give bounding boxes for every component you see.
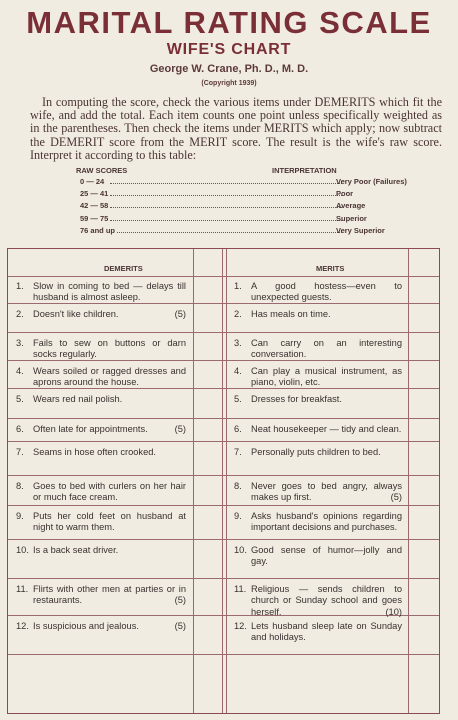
interpretation-header: INTERPRETATION bbox=[272, 166, 337, 175]
row-divider bbox=[8, 539, 439, 540]
score-range: 42 — 58 bbox=[80, 201, 109, 211]
demerit-item bbox=[16, 584, 186, 607]
demerit-item bbox=[16, 424, 186, 435]
item-number: 5. bbox=[16, 394, 24, 404]
instructions-paragraph: In computing the score, check the various items under DEMERITS which fit the wife, and add the total. Each item counts one point unless specifically weighted as in the parentheses. Then check the items under MERITS which apply; now subtract the DEMERIT score from the MERIT score. The result is the wife's raw score. Interpret it according to this table: bbox=[30, 95, 442, 162]
item-weight: (10) bbox=[385, 606, 402, 617]
item-number: 9. bbox=[234, 511, 242, 521]
score-row bbox=[80, 177, 407, 189]
row-divider bbox=[8, 475, 439, 476]
item-text: Asks husband's opinions regarding important decisions and purchases. bbox=[251, 511, 402, 533]
item-number: 3. bbox=[16, 338, 24, 348]
dotted-leader bbox=[110, 195, 342, 196]
check-column-divider bbox=[408, 249, 409, 713]
merit-item bbox=[234, 584, 402, 618]
demerit-item bbox=[16, 447, 186, 458]
item-number: 5. bbox=[234, 394, 242, 404]
demerit-item bbox=[16, 281, 186, 304]
demerits-merits-table bbox=[7, 248, 440, 714]
demerit-item bbox=[16, 511, 186, 534]
merit-item bbox=[234, 394, 402, 405]
item-number: 7. bbox=[234, 447, 242, 457]
item-number: 2. bbox=[234, 309, 242, 319]
dotted-leader bbox=[110, 207, 342, 208]
center-divider bbox=[226, 249, 227, 713]
item-text: Dresses for breakfast. bbox=[251, 394, 342, 404]
item-number: 10. bbox=[234, 545, 247, 555]
item-number: 11. bbox=[16, 584, 29, 594]
item-text: Slow in coming to bed — delays till husband is almost asleep. bbox=[33, 281, 186, 303]
score-interpretation: Superior bbox=[336, 213, 367, 223]
score-range: 59 — 75 bbox=[80, 213, 109, 223]
item-text: Can carry on an interesting conversation. bbox=[251, 338, 402, 360]
score-row bbox=[80, 213, 367, 226]
demerit-item bbox=[16, 621, 186, 632]
item-text: Personally puts children to bed. bbox=[251, 447, 381, 457]
item-number: 1. bbox=[234, 281, 242, 291]
raw-scores-header: RAW SCORES bbox=[76, 166, 128, 175]
merit-item bbox=[234, 545, 402, 568]
item-number: 8. bbox=[234, 481, 242, 491]
check-column-divider bbox=[193, 249, 194, 713]
merit-item bbox=[234, 281, 402, 304]
dotted-leader bbox=[110, 183, 342, 184]
demerit-item bbox=[16, 394, 186, 405]
item-text: Goes to bed with curlers on her hair or much face cream. bbox=[33, 481, 186, 503]
item-number: 1. bbox=[16, 281, 24, 291]
item-text: Never goes to bed angry, always makes up first. bbox=[251, 481, 402, 503]
score-row bbox=[80, 225, 385, 238]
item-weight: (5) bbox=[174, 309, 186, 319]
item-text: Wears red nail polish. bbox=[33, 394, 123, 404]
merit-item bbox=[234, 621, 402, 644]
item-number: 11. bbox=[234, 584, 247, 594]
item-text: Lets husband sleep late on Sunday and holidays. bbox=[251, 621, 402, 643]
merit-item bbox=[234, 424, 402, 435]
item-text: Is suspicious and jealous. bbox=[33, 621, 139, 631]
item-number: 9. bbox=[16, 511, 24, 521]
row-divider bbox=[8, 276, 439, 277]
item-text: Seams in hose often crooked. bbox=[33, 447, 156, 457]
item-text: Has meals on time. bbox=[251, 309, 331, 319]
merit-item bbox=[234, 338, 402, 361]
score-row bbox=[80, 201, 366, 213]
item-weight: (5) bbox=[174, 424, 186, 434]
item-number: 12. bbox=[16, 621, 29, 631]
merit-item bbox=[234, 366, 402, 389]
merit-item bbox=[234, 511, 402, 534]
item-weight: (5) bbox=[174, 621, 186, 631]
demerit-item bbox=[16, 338, 186, 361]
item-number: 12. bbox=[234, 621, 247, 631]
item-text: Doesn't like children. bbox=[33, 309, 119, 319]
merit-item bbox=[234, 447, 402, 458]
row-divider bbox=[8, 505, 439, 506]
merit-item bbox=[234, 481, 402, 504]
demerit-item bbox=[16, 545, 186, 556]
demerit-item bbox=[16, 309, 186, 320]
item-text: Neat housekeeper — tidy and clean. bbox=[251, 424, 402, 434]
item-text: Is a back seat driver. bbox=[33, 545, 119, 555]
item-number: 6. bbox=[234, 424, 242, 434]
item-number: 7. bbox=[16, 447, 24, 457]
copyright-line: (Copyright 1939) bbox=[201, 80, 257, 87]
item-text: Can play a musical instrument, as piano, violin, etc. bbox=[251, 366, 402, 388]
item-number: 6. bbox=[16, 424, 24, 434]
score-interpretation: Very Superior bbox=[336, 225, 385, 235]
score-range: 25 — 41 bbox=[80, 189, 109, 199]
item-number: 4. bbox=[16, 366, 24, 376]
score-range: 76 and up bbox=[80, 225, 116, 235]
item-number: 10. bbox=[16, 545, 29, 555]
item-number: 4. bbox=[234, 366, 242, 376]
item-text: Often late for appointments. bbox=[33, 424, 148, 434]
item-text: Fails to sew on buttons or darn socks regularly. bbox=[33, 338, 186, 360]
dotted-leader bbox=[110, 232, 342, 233]
author-line: George W. Crane, Ph. D., M. D. bbox=[149, 63, 309, 75]
item-text: Good sense of humor—jolly and gay. bbox=[251, 545, 402, 567]
score-interpretation: Very Poor (Failures) bbox=[336, 177, 407, 186]
row-divider bbox=[8, 578, 439, 579]
demerit-item bbox=[16, 481, 186, 504]
item-text: Flirts with other men at parties or in restaurants. bbox=[33, 584, 186, 606]
score-interpretation: Poor bbox=[336, 189, 354, 199]
item-weight: (5) bbox=[174, 595, 186, 606]
item-number: 3. bbox=[234, 338, 242, 348]
item-weight: (5) bbox=[390, 492, 402, 503]
dotted-leader bbox=[110, 220, 342, 221]
merit-item bbox=[234, 309, 402, 320]
score-range: 0 — 24 bbox=[80, 177, 105, 186]
demerit-item bbox=[16, 366, 186, 389]
item-text: A good hostess—even to unexpected guests. bbox=[251, 281, 402, 303]
item-number: 8. bbox=[16, 481, 24, 491]
row-divider bbox=[8, 654, 439, 655]
item-text: Religious — sends children to church or Sunday school and goes herself. bbox=[251, 584, 402, 617]
item-text: Wears soiled or ragged dresses and aprons around the house. bbox=[33, 366, 186, 388]
chart-subtitle: WIFE'S CHART bbox=[166, 41, 292, 58]
score-row bbox=[80, 189, 354, 201]
item-number: 2. bbox=[16, 309, 24, 319]
item-text: Puts her cold feet on husband at night to warm them. bbox=[33, 511, 186, 533]
merits-header: MERITS bbox=[316, 264, 345, 273]
row-divider bbox=[8, 418, 439, 419]
row-divider bbox=[8, 441, 439, 442]
chart-title: MARITAL RATING SCALE bbox=[26, 5, 432, 40]
center-divider bbox=[222, 249, 223, 713]
demerits-header: DEMERITS bbox=[104, 264, 143, 273]
row-divider bbox=[8, 332, 439, 333]
score-interpretation: Average bbox=[336, 201, 366, 211]
